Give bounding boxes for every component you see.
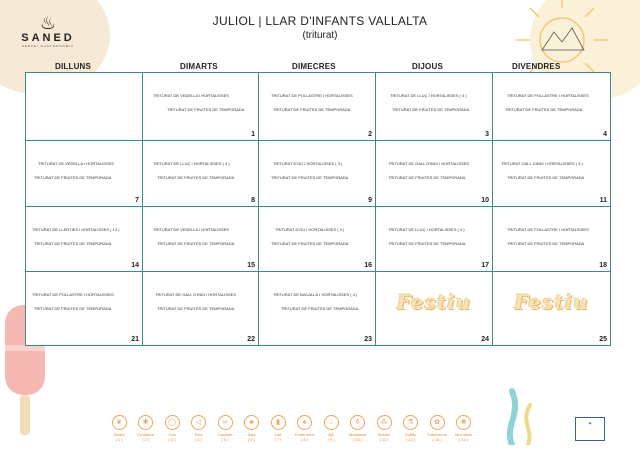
calendar-cell-wednesday: [259, 141, 376, 207]
allergen-name: Llet: [274, 432, 282, 437]
calendar-cell-friday: [493, 207, 610, 272]
allergen-number: ( 6 ): [247, 437, 256, 442]
day-number: 22: [247, 336, 255, 343]
main-dish: TRITURAT DE LLUÇ I HORTALISSES ( 4 ): [388, 227, 465, 232]
day-header-wednesday: DIMECRES: [292, 62, 336, 71]
dessert: TRITURAT DE FRUITES DE TEMPORADA: [505, 107, 583, 112]
allergen-item: [159, 415, 185, 442]
certification-badge: ▣: [575, 417, 605, 441]
day-number: 24: [481, 336, 489, 343]
allergen-item: [318, 415, 344, 442]
allergen-number: ( 8 ): [300, 437, 309, 442]
dessert: TRITURAT DE FRUITES DE TEMPORADA: [157, 306, 235, 311]
allergen-item: [398, 415, 424, 442]
calendar-cell-wednesday: [259, 272, 376, 345]
holiday-label: Festiu: [514, 290, 589, 314]
main-dish: TRITURAT DE VEDELLA I HORTALISSES: [153, 93, 229, 98]
allergen-item: [133, 415, 159, 442]
calendar-cell-monday: [26, 272, 143, 345]
allergen-item: [292, 415, 318, 442]
calendar-cell-wednesday: [259, 73, 376, 141]
egg-icon: ◯: [165, 415, 180, 430]
sesame-icon: ⁂: [377, 415, 392, 430]
dessert: TRITURAT DE FRUITES DE TEMPORADA: [157, 175, 235, 180]
allergen-item: [265, 415, 291, 442]
allergen-name: Gluten: [113, 432, 125, 437]
crab-icon: ✱: [138, 415, 153, 430]
dessert: TRITURAT DE FRUITES DE TEMPORADA: [273, 107, 351, 112]
lupin-icon: ✿: [430, 415, 445, 430]
allergen-item: [106, 415, 132, 442]
dessert: TRITURAT DE FRUITES DE TEMPORADA: [167, 107, 245, 112]
day-number: 23: [364, 336, 372, 343]
day-header-tuesday: DIMARTS: [180, 62, 218, 71]
wheat-icon: ❦: [112, 415, 127, 430]
allergen-name: Cacauet: [217, 432, 233, 437]
allergen-number: ( 14 ): [458, 437, 469, 442]
mollusc-icon: ✺: [456, 415, 471, 430]
allergen-number: ( 4 ): [194, 437, 203, 442]
main-dish: TRITURAT DE GALL D'INDI I HORTALISSES: [388, 161, 470, 166]
fish-icon: ◁: [191, 415, 206, 430]
dessert: TRITURAT DE FRUITES DE TEMPORADA: [271, 175, 349, 180]
day-header-friday: DIVENDRES: [512, 62, 561, 71]
day-number: 9: [368, 197, 372, 204]
calendar-cell-tuesday: [143, 141, 259, 207]
allergen-item: [212, 415, 238, 442]
day-number: 17: [481, 262, 489, 269]
day-number: 11: [599, 197, 607, 204]
calendar-cell-thursday: [376, 272, 493, 345]
day-number: 10: [481, 197, 489, 204]
sulfite-icon: ⚗: [403, 415, 418, 430]
calendar-cell-monday: [26, 207, 143, 272]
day-number: 21: [131, 336, 139, 343]
allergen-number: ( 10 ): [352, 437, 363, 442]
allergen-name: Api: [328, 432, 334, 437]
main-dish: TRITURAT DE POLLASTRE I HORTALISSES: [32, 292, 114, 297]
calendar-cell-thursday: [376, 141, 493, 207]
main-dish: TRITURAT D'OU I HORTALISSES ( 3 ): [275, 227, 345, 232]
allergen-name: Peix: [194, 432, 203, 437]
day-number: 2: [368, 131, 372, 138]
celery-icon: ♧: [324, 415, 339, 430]
allergen-number: ( 11 ): [379, 437, 389, 442]
dessert: TRITURAT DE FRUITES DE TEMPORADA: [388, 175, 466, 180]
dessert: TRITURAT DE FRUITES DE TEMPORADA: [388, 241, 466, 246]
main-dish: TRITURAT DE BACALLÀ I HORTALISSES ( 4 ): [273, 292, 358, 297]
day-number: 1: [251, 131, 255, 138]
day-number: 3: [485, 131, 489, 138]
main-dish: TRITURAT DE LLENTIES I HORTALISSES ( 13 ): [32, 227, 120, 232]
soy-icon: ♣: [244, 415, 259, 430]
dessert: TRITURAT DE FRUITES DE TEMPORADA: [281, 306, 359, 311]
calendar-cell-tuesday: [143, 207, 259, 272]
allergen-item: [186, 415, 212, 442]
calendar-cell-friday: [493, 272, 610, 345]
allergen-number: ( 5 ): [221, 437, 229, 442]
page-subtitle: (triturat): [302, 30, 338, 41]
day-number: 15: [247, 262, 255, 269]
allergen-number: ( 9 ): [327, 437, 335, 442]
allergen-name: Tramussos: [427, 432, 447, 437]
main-dish: TRITURAT DE VEDELLA I HORTALISSES: [153, 227, 229, 232]
allergen-number: ( 1 ): [115, 437, 123, 442]
day-number: 18: [599, 262, 607, 269]
allergen-number: ( 2 ): [141, 437, 150, 442]
day-number: 4: [603, 131, 607, 138]
allergen-item: [371, 415, 397, 442]
dessert: TRITURAT DE FRUITES DE TEMPORADA: [271, 241, 349, 246]
calendar-cell-thursday: [376, 73, 493, 141]
dessert: TRITURAT DE FRUITES DE TEMPORADA: [392, 107, 470, 112]
dessert: TRITURAT DE FRUITES DE TEMPORADA: [34, 306, 112, 311]
calendar-cell-tuesday: [143, 272, 259, 345]
allergen-name: Ous: [168, 432, 176, 437]
day-number: 8: [251, 197, 255, 204]
allergen-legend: [0, 415, 640, 451]
dessert: TRITURAT DE FRUITES DE TEMPORADA: [34, 241, 112, 246]
allergen-item: [345, 415, 371, 442]
allergen-number: ( 12 ): [405, 437, 416, 442]
calendar-cell-friday: [493, 141, 610, 207]
main-dish: TRITURAT DE POLLASTRE I HORTALISSES: [271, 93, 353, 98]
allergen-number: ( 3 ): [168, 437, 176, 442]
main-dish: TRITURAT DE POLLASTRE I HORTALISSES: [507, 227, 589, 232]
dessert: TRITURAT DE FRUITES DE TEMPORADA: [157, 241, 235, 246]
brand-tagline: SERVEI GASTRONÒMIC: [21, 44, 75, 48]
allergen-name: Mostassa: [348, 432, 367, 437]
main-dish: TRITURAT DE LLUÇ I HORTALISSES ( 4 ): [153, 161, 230, 166]
peanut-icon: ∞: [218, 415, 233, 430]
dessert: TRITURAT DE FRUITES DE TEMPORADA: [507, 175, 585, 180]
calendar-cell-monday: [26, 141, 143, 207]
day-header-thursday: DIJOUS: [412, 62, 443, 71]
allergen-name: Soja: [247, 432, 256, 437]
day-number: 25: [599, 336, 607, 343]
allergen-number: ( 13 ): [432, 437, 442, 442]
main-dish: TRITURAT DE GALL D'INDI I HORTALISSES: [155, 292, 237, 297]
allergen-name: Crustacis: [137, 432, 154, 437]
allergen-name: Mol·luscs: [455, 432, 472, 437]
allergen-item: [451, 415, 477, 442]
allergen-name: Sulfits: [405, 432, 416, 437]
day-number: 7: [135, 197, 139, 204]
main-dish: TRITURAT DE LLUÇ I HORTALISSES ( 4 ): [390, 93, 467, 98]
day-number: 16: [364, 262, 372, 269]
calendar-cell-thursday: [376, 207, 493, 272]
calendar-cell-wednesday: [259, 207, 376, 272]
milk-icon: ▮: [271, 415, 286, 430]
page-title: JULIOL | LLAR D'INFANTS VALLALTA: [212, 14, 428, 28]
allergen-number: ( 7 ): [274, 437, 282, 442]
calendar-cell-monday: [26, 73, 143, 141]
day-number: 14: [131, 262, 139, 269]
holiday-label: Festiu: [396, 290, 472, 314]
nut-icon: ♠: [297, 415, 312, 430]
allergen-item: [424, 415, 450, 442]
main-dish: TRITURAT DE POLLASTRE I HORTALISSES: [507, 93, 589, 98]
mustard-icon: ⚱: [350, 415, 365, 430]
chef-hat-icon: ♨: [39, 13, 57, 33]
allergen-name: Sèsam: [377, 432, 391, 437]
menu-calendar-grid: [25, 72, 611, 346]
main-dish: TRITURAT GALL DINDI I HORTALISSES ( 3 ): [501, 161, 583, 166]
main-dish: TRITURAT DE VEDELLA I HORTALISSES: [38, 161, 114, 166]
calendar-cell-tuesday: [143, 73, 259, 141]
allergen-name: Fruits secs: [294, 432, 315, 437]
dessert: TRITURAT DE FRUITES DE TEMPORADA: [507, 241, 585, 246]
dessert: TRITURAT DE FRUITES DE TEMPORADA: [34, 175, 112, 180]
main-dish: TRITURAT D'OU I HORTALISSES ( 3 ): [273, 161, 343, 166]
allergen-item: [239, 415, 265, 442]
day-header-monday: DILLUNS: [55, 62, 92, 71]
brand-name: SANED: [21, 32, 75, 44]
calendar-cell-friday: [493, 73, 610, 141]
